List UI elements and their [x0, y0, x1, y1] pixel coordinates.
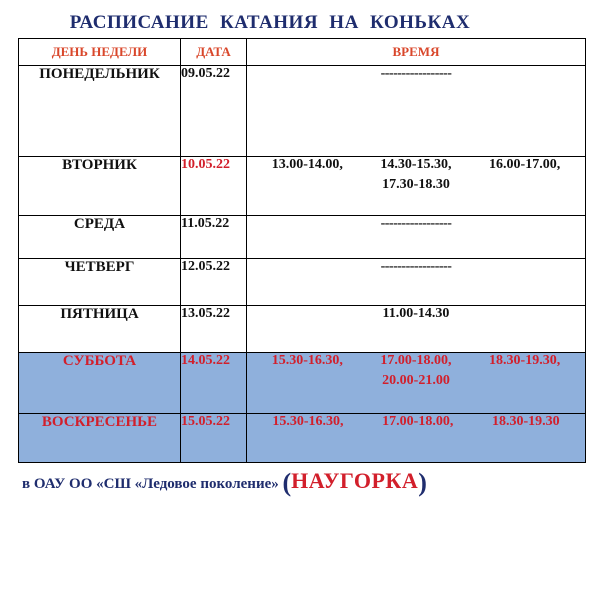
table-row [19, 259, 586, 306]
time-slot: 17.30-18.30 [382, 177, 450, 192]
page-title: РАСПИСАНИЕ КАТАНИЯ НА КОНЬКАХ [69, 12, 471, 33]
time-slot: 18.30-19.30, [489, 353, 561, 368]
time-cell [247, 259, 586, 306]
time-cell [247, 353, 586, 414]
day-cell: ПОНЕДЕЛЬНИК [19, 66, 181, 157]
table-row [19, 414, 586, 463]
table-row [19, 353, 586, 414]
no-sessions: ----------------- [380, 216, 452, 231]
time-slot: 16.00-17.00, [489, 157, 561, 172]
header-date-label: ДАТА [196, 44, 231, 59]
date-cell: 12.05.22 [181, 259, 247, 306]
header-time [247, 39, 586, 66]
time-slot: 20.00-21.00 [382, 373, 450, 388]
venue-text: в ОАУ ОО «СШ «Ледовое поколение» [22, 476, 283, 492]
time-cell [247, 306, 586, 353]
date-cell: 14.05.22 [181, 353, 247, 414]
table-row [19, 157, 586, 216]
time-slot: 13.00-14.00, [271, 157, 343, 172]
table-row [19, 216, 586, 259]
header-date [181, 39, 247, 66]
time-slot: 14.30-15.30, [380, 157, 452, 172]
no-sessions: ----------------- [380, 259, 452, 274]
header-day-label: ДЕНЬ НЕДЕЛИ [51, 44, 148, 59]
time-slot: 17.00-18.00, [380, 353, 452, 368]
table-header-row [19, 39, 586, 66]
table-row [19, 66, 586, 157]
day-cell: СРЕДА [19, 216, 181, 259]
time-slot: 15.30-16.30, [271, 353, 343, 368]
day-cell: СУББОТА [19, 353, 181, 414]
date-cell: 15.05.22 [181, 414, 247, 463]
day-cell: ПЯТНИЦА [19, 306, 181, 353]
time-cell [247, 66, 586, 157]
date-cell: 09.05.22 [181, 66, 247, 157]
venue-place: НАУГОРКА [291, 468, 419, 493]
date-cell: 13.05.22 [181, 306, 247, 353]
day-cell: ВТОРНИК [19, 157, 181, 216]
time-cell [247, 414, 586, 463]
date-cell: 11.05.22 [181, 216, 247, 259]
no-sessions: ----------------- [380, 66, 452, 81]
day-cell: ВОСКРЕСЕНЬЕ [19, 414, 181, 463]
table-row [19, 306, 586, 353]
date-cell: 10.05.22 [181, 157, 247, 216]
header-time-label: ВРЕМЯ [392, 44, 440, 59]
time-slot: 18.30-19.30 [491, 414, 560, 429]
header-day [19, 39, 181, 66]
time-slot: 11.00-14.30 [382, 306, 450, 321]
time-slot: 15.30-16.30, [272, 414, 344, 429]
venue-footer [22, 468, 592, 498]
time-slot: 17.00-18.00, [382, 414, 454, 429]
schedule-table [18, 38, 586, 463]
paren-close: ) [418, 468, 427, 497]
paren-open: ( [282, 468, 292, 497]
time-cell [247, 157, 586, 216]
time-cell [247, 216, 586, 259]
day-cell: ЧЕТВЕРГ [19, 259, 181, 306]
